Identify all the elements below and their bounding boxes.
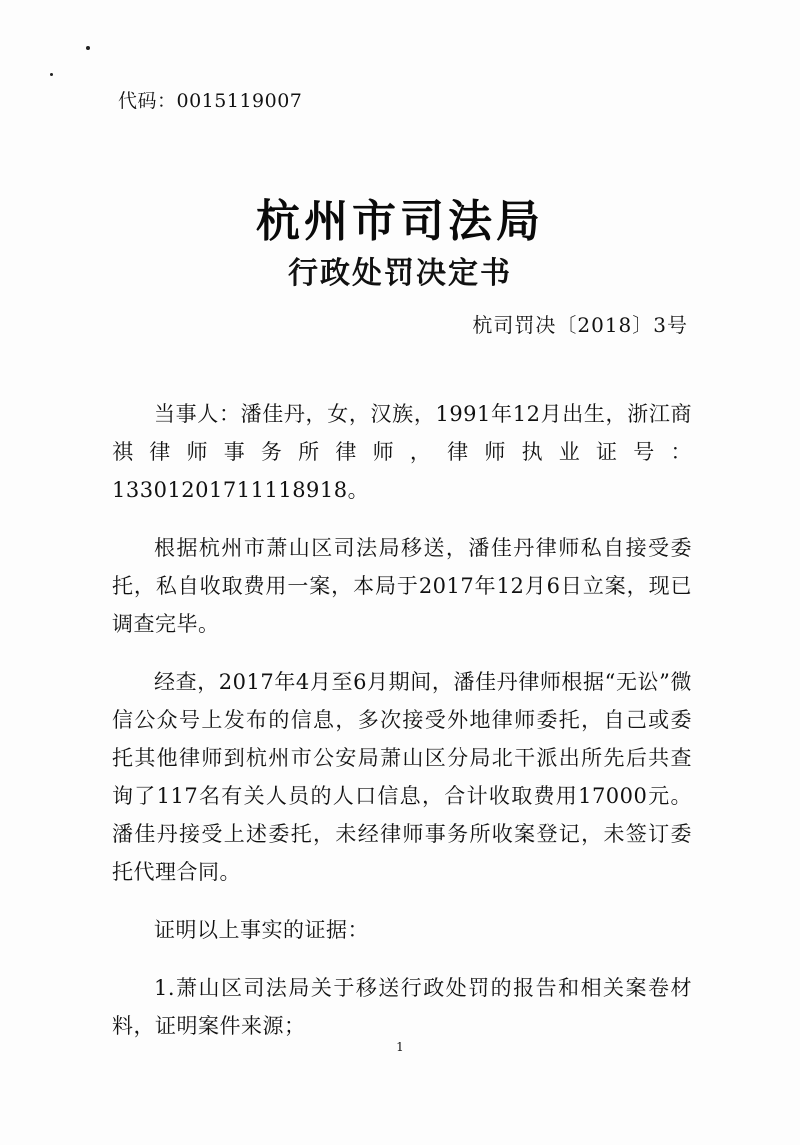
scan-speck bbox=[86, 46, 90, 50]
document-subtitle: 行政处罚决定书 bbox=[288, 256, 512, 291]
paragraph-party: 当事人：潘佳丹，女，汉族，1991年12月出生，浙江商祺律师事务所律师，律师执业证号：13301201711118918。 bbox=[112, 402, 692, 502]
paragraph-evidence-heading: 证明以上事实的证据： bbox=[154, 918, 369, 942]
document-code: 代码：0015119007 bbox=[118, 90, 303, 112]
paragraph-evidence-1: 1.萧山区司法局关于移送行政处罚的报告和相关案卷材料，证明案件来源； bbox=[112, 976, 692, 1038]
scan-speck bbox=[50, 73, 53, 76]
page-number: 1 bbox=[396, 1040, 404, 1054]
document-number: 杭司罚决〔2018〕3号 bbox=[472, 313, 688, 337]
document-title: 杭州市司法局 bbox=[256, 196, 544, 247]
document-body bbox=[112, 395, 692, 1065]
paragraph-findings: 经查，2017年4月至6月期间，潘佳丹律师根据“无讼”微信公众号上发布的信息，多次接受外地律师委托，自己或委托其他律师到杭州市公安局萧山区分局北干派出所先后共查询了117名有关人员的人口信息，合计收取费用17000元。潘佳丹接受上述委托，未经律师事务所收案登记，未签订委托代理合同。 bbox=[112, 670, 692, 884]
paragraph-case-origin: 根据杭州市萧山区司法局移送，潘佳丹律师私自接受委托，私自收取费用一案，本局于2017年12月6日立案，现已调查完毕。 bbox=[112, 536, 692, 636]
